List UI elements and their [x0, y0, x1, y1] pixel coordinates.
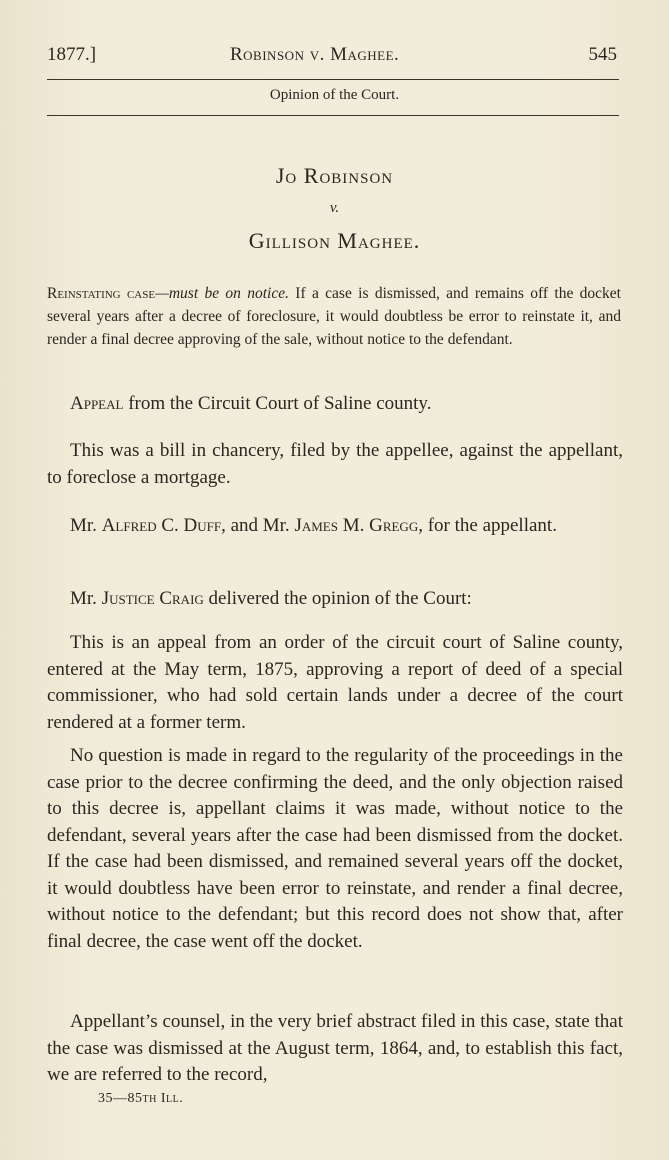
appeal-text: from the Circuit Court of Saline county. [123, 393, 432, 414]
headnote [47, 282, 621, 351]
printer-signature-mark: 35—85th Ill. [98, 1091, 184, 1106]
bill-statement: This was a bill in chancery, filed by the appellee, against the appellant, to foreclose a mortgage. [47, 440, 623, 488]
justice-name: Justice Craig [101, 588, 204, 609]
headnote-topic: Reinstating case [47, 285, 156, 302]
justice-suffix: delivered the opinion of the Court: [203, 588, 472, 609]
running-head [47, 44, 619, 74]
counsel-name-1: Alfred C. Duff [101, 515, 222, 536]
opinion-paragraph-3: Appellant’s counsel, in the very brief abstract filed in this case, state that the case was dismissed at the August term, 1864, and, to establish this fact, we are referred to the record, [47, 1011, 623, 1085]
counsel-connector: , and Mr. [221, 515, 295, 536]
counsel-line [47, 513, 623, 540]
header-rule-bottom [47, 115, 619, 116]
counsel-prefix: Mr. [70, 515, 102, 536]
section-heading: Opinion of the Court. [269, 87, 400, 103]
running-head-case-name: Robinson v. Maghee. [230, 44, 400, 65]
justice-line [47, 586, 623, 613]
running-head-year: 1877.] [47, 44, 97, 65]
counsel-suffix: , for the appellant. [418, 515, 557, 536]
header-rule-top [47, 79, 619, 80]
page-number: 545 [588, 44, 617, 65]
opinion-paragraph-1: This is an appeal from an order of the circuit court of Saline county, entered at the May term, 1875, approving a report of deed of a special commissioner, who had sold certain lands under a decree of the court rendered at a former term. [47, 632, 623, 733]
case-title-defendant: Gillison Maghee. [248, 228, 421, 253]
case-title-versus: v. [329, 200, 340, 216]
appeal-line [47, 391, 623, 418]
justice-prefix: Mr. [70, 588, 102, 609]
case-title-plaintiff: Jo Robinson [275, 163, 394, 188]
headnote-text: If a case is dismissed, and remains off the docket several years after a decree of foreclosure, it would doubtless be error to reinstate it, and render a final decree approving of the sale, without notice to the defendant. [47, 285, 621, 348]
counsel-name-2: James M. Gregg [294, 515, 419, 536]
headnote-qualifier: —must be on notice. [155, 285, 289, 302]
appeal-lead: Appeal [70, 393, 124, 414]
opinion-paragraph-2: No question is made in regard to the regularity of the proceedings in the case prior to the decree confirming the deed, and the only objection raised to this decree is, appellant claims it was made, without notice to the defendant, several years after the case had been dismissed from the docket. If the case had been dismissed, and remained several years off the docket, it would doubtless have been error to reinstate, and render a final decree, without notice to the defendant; but this record does not show that, after final decree, the case went off the docket. [47, 745, 623, 952]
